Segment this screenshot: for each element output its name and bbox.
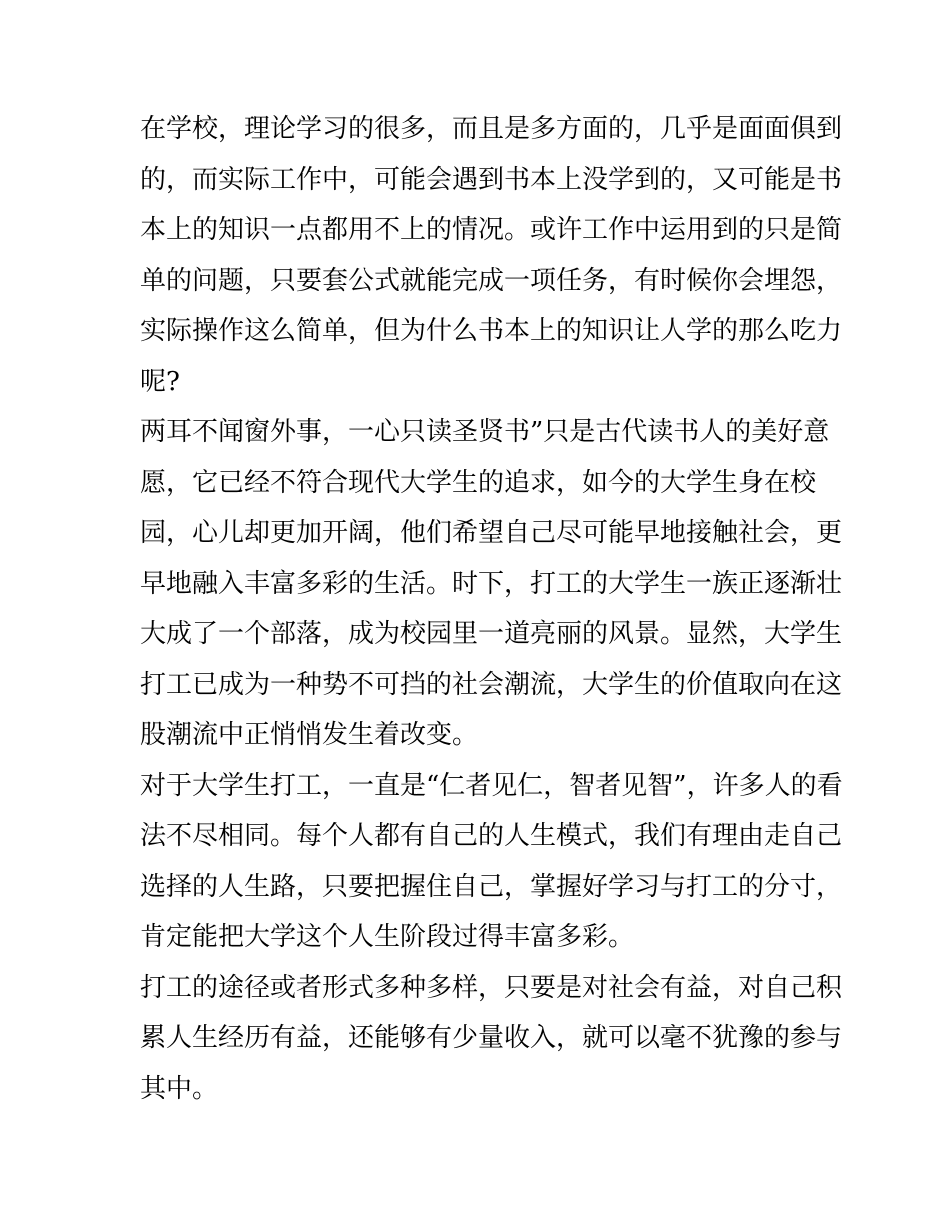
paragraph-line: 早地融入丰富多彩的生活。时下，打工的大学生一族正逐渐壮: [140, 568, 843, 599]
paragraph-line: 选择的人生路，只要把握住自己，掌握好学习与打工的分寸，: [140, 871, 843, 902]
paragraph-line: 打工的途径或者形式多种多样，只要是对社会有益，对自己积: [140, 972, 843, 1003]
paragraph-line: 园，心儿却更加开阔，他们希望自己尽可能早地接触社会，更: [140, 518, 843, 548]
paragraph-line: 其中。: [140, 1073, 219, 1104]
paragraph-3: [140, 761, 843, 963]
paragraph-line: 法不尽相同。每个人都有自己的人生模式，我们有理由走自己: [140, 821, 843, 851]
paragraph-line: 大成了一个部落，成为校园里一道亮丽的风景。显然，大学生: [140, 619, 843, 649]
paragraph-line: 打工已成为一种势不可挡的社会潮流，大学生的价值取向在这: [140, 669, 843, 700]
paragraph-1: [140, 104, 843, 407]
paragraph-line: 肯定能把大学这个人生阶段过得丰富多彩。: [140, 922, 635, 952]
paragraph-line: 的，而实际工作中，可能会遇到书本上没学到的，又可能是书: [140, 164, 843, 195]
paragraph-line: 实际操作这么简单，但为什么书本上的知识让人学的那么吃力: [140, 316, 843, 346]
paragraph-line: 对于大学生打工，一直是“仁者见仁，智者见智”，许多人的看: [140, 770, 843, 801]
paragraph-line: 单的问题，只要套公式就能完成一项任务，有时候你会埋怨，: [140, 265, 843, 296]
paragraph-line: 股潮流中正悄悄发生着改变。: [140, 720, 479, 750]
paragraph-line: 累人生经历有益，还能够有少量收入，就可以毫不犹豫的参与: [140, 1023, 843, 1053]
paragraph-line: 呢?: [140, 366, 180, 397]
paragraph-line: 愿，它已经不符合现代大学生的追求，如今的大学生身在校: [140, 467, 817, 498]
paragraph-4: [140, 963, 843, 1115]
paragraph-line: 在学校，理论学习的很多，而且是多方面的，几乎是面面俱到: [140, 114, 843, 144]
paragraph-line: 本上的知识一点都用不上的情况。或许工作中运用到的只是简: [140, 215, 843, 245]
document-body: [140, 104, 843, 1114]
paragraph-2: [140, 407, 843, 761]
paragraph-line: 两耳不闻窗外事，一心只读圣贤书”只是古代读书人的美好意: [140, 417, 830, 447]
